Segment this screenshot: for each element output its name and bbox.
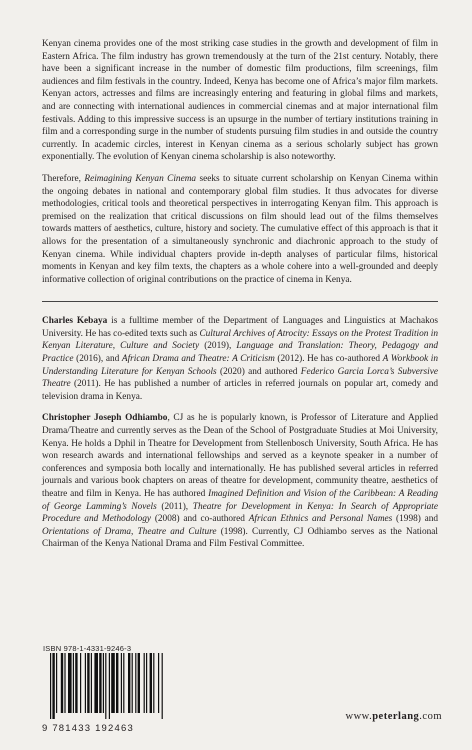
publisher-brand: peterlang bbox=[372, 711, 420, 722]
barcode-bar bbox=[153, 653, 154, 713]
barcode-bar bbox=[75, 653, 77, 713]
author-name: Christopher Joseph Odhiambo bbox=[42, 413, 168, 424]
barcode-bar bbox=[94, 653, 98, 713]
barcode-bar bbox=[109, 653, 110, 719]
barcode-bar bbox=[56, 653, 57, 713]
barcode bbox=[42, 653, 202, 734]
barcode-bar bbox=[116, 653, 118, 713]
barcode-bar bbox=[121, 653, 122, 713]
author-name: Charles Kebaya bbox=[42, 316, 108, 327]
work-title: Orientations of Drama, Theatre and Culture bbox=[42, 526, 217, 537]
work-title: African Ethnics and Personal Names bbox=[248, 514, 393, 525]
intro-paragraph-1: Kenyan cinema provides one of the most striking case studies in the growth and development of film in Eastern Africa. The film industry has grown tremendously at the turn of the 21st century. Notably, there have been a significant increase in the number of domestic film productions, film screenings, film audiences and film festivals in the country. Indeed, Kenya has become one of Africa’s major film markets. Kenyan actors, actresses and films are increasingly entering and featuring in global films and markets, and are connecting with international audiences in commercial cinemas and at major international film festivals. Adding to this impressive success is an upsurge in the number of tertiary institutions training in film and a corresponding surge in the number of students pursuing film studies in and outside the country currently. In academic circles, interest in Kenyan cinema as a serious scholarly subject has grown exponentially. The evolution of Kenyan cinema scholarship is also noteworthy. bbox=[42, 39, 438, 163]
barcode-bar bbox=[52, 653, 54, 719]
work-title: A Workbook in Understanding Literature for Kenyan Schools bbox=[42, 354, 438, 377]
barcode-bar bbox=[111, 653, 115, 713]
text-span: seeks to situate current scholarship on Kenyan Cinema within the ongoing debates in national and contemporary global film studies. It thus advocates for diverse methodologies, critical tools and theoretical perspectives in interrogating Kenyan film. This approach is premised on the realization that critical discussions on film should lead out of the films themselves towards matters of aesthetics, culture, history and society. The cumulative effect of this approach is that it allows for the presentation of a simultaneously synchronic and diachronic approach to the study of Kenyan cinema. While individual chapters provide in-depth analyses of particular films, historical moments in Kenyan and key film texts, the chapters as a whole cohere into a well-grounded and deeply informative collection of original contributions on the practice of cinema in Kenya. bbox=[42, 173, 439, 285]
barcode-bar bbox=[61, 653, 63, 713]
text-span: (2011). He has published a number of articles in referred journals on popular art, comedy and television drama in Kenya. bbox=[42, 379, 438, 402]
work-title: Theatre for Development in Kenya: In Search of Appropriate Procedure and Methodology bbox=[42, 501, 439, 525]
barcode-bar bbox=[64, 653, 65, 713]
barcode-bar bbox=[73, 653, 74, 713]
barcode-digits: 9 781433 192463 bbox=[42, 723, 134, 734]
back-cover-text bbox=[42, 38, 438, 551]
barcode-bar bbox=[146, 653, 147, 713]
barcode-bar bbox=[123, 653, 124, 713]
barcode-bar bbox=[87, 653, 89, 713]
barcode-bar bbox=[132, 653, 133, 713]
book-title: Reimagining Kenyan Cinema bbox=[84, 173, 197, 184]
work-title: Cultural Archives of Atrocity: Essays on the Protest Tradition in Kenyan Literature, Culture and Society bbox=[42, 328, 438, 352]
barcode-bar bbox=[68, 653, 72, 713]
intro-paragraph-2 bbox=[42, 173, 438, 286]
barcode-bar bbox=[103, 653, 104, 713]
barcode-bar bbox=[135, 653, 136, 713]
barcode-bar bbox=[50, 653, 51, 719]
text-span: (1998) and bbox=[392, 514, 439, 525]
text-span: .com bbox=[419, 711, 442, 722]
text-span: (1998). Currently, CJ Odhiambo serves as the National Chairman of the Kenya National Drama and Film Festival Committee. bbox=[42, 526, 438, 550]
work-title: Imagined Definition and Vision of the Caribbean: A Reading of George Lamming’s Novels bbox=[42, 489, 438, 512]
text-span: (2012). He has co-authored bbox=[274, 354, 383, 365]
barcode-bar bbox=[99, 653, 101, 713]
barcode-bar bbox=[91, 653, 92, 713]
work-title: Language and Translation: Theory, Pedagogy and Practice bbox=[42, 341, 438, 365]
bio-odhiambo bbox=[42, 412, 438, 551]
barcode-bar bbox=[150, 653, 152, 713]
divider bbox=[42, 301, 438, 302]
barcode-bar bbox=[105, 653, 106, 719]
barcode-bar bbox=[138, 653, 140, 713]
work-title: African Drama and Theatre: A Criticism bbox=[121, 354, 275, 365]
text-span: is a fulltime member of the Department of Languages and Linguistics at Machakos University. He has co-edited texts such as bbox=[42, 316, 438, 339]
text-span: (2016), and bbox=[73, 354, 122, 365]
isbn-label: ISBN 978-1-4331-9246-3 bbox=[43, 644, 132, 653]
work-title: Federico Garcia Lorca’s Subversive Theatre bbox=[42, 366, 438, 390]
barcode-bar bbox=[80, 653, 81, 713]
barcode-bar bbox=[162, 653, 163, 719]
text-span: (2020) and authored bbox=[216, 366, 301, 377]
barcode-bar bbox=[85, 653, 86, 713]
barcode-bar bbox=[144, 653, 145, 713]
publisher-website[interactable] bbox=[346, 711, 442, 722]
barcode-bar bbox=[128, 653, 130, 713]
text-span: www. bbox=[345, 711, 373, 722]
barcode-bars bbox=[42, 653, 202, 721]
text-span: Therefore, bbox=[42, 173, 85, 184]
text-span: (2011), bbox=[156, 501, 193, 512]
text-span: (2019), bbox=[199, 341, 237, 352]
barcode-bar bbox=[158, 653, 159, 713]
bio-kebaya bbox=[42, 315, 438, 403]
text-span: , CJ as he is popularly known, is Professor of Literature and Applied Drama/Theatre and currently serves as the Dean of the School of Postgraduate Studies at Moi University, Kenya. He holds a Dphil in Theatre for Development from Stellenbosch University, South Africa. He has won research awards and international fellowships and served as a keynote speaker in a number of conferences and symposia both locally and internationally. He has published several articles in referred journals and various book chapters on areas of theatre for development, community theatre, aesthetics of theatre and film in Kenya. He has authored bbox=[42, 413, 439, 499]
text-span: (2008) and co-authored bbox=[151, 514, 249, 525]
